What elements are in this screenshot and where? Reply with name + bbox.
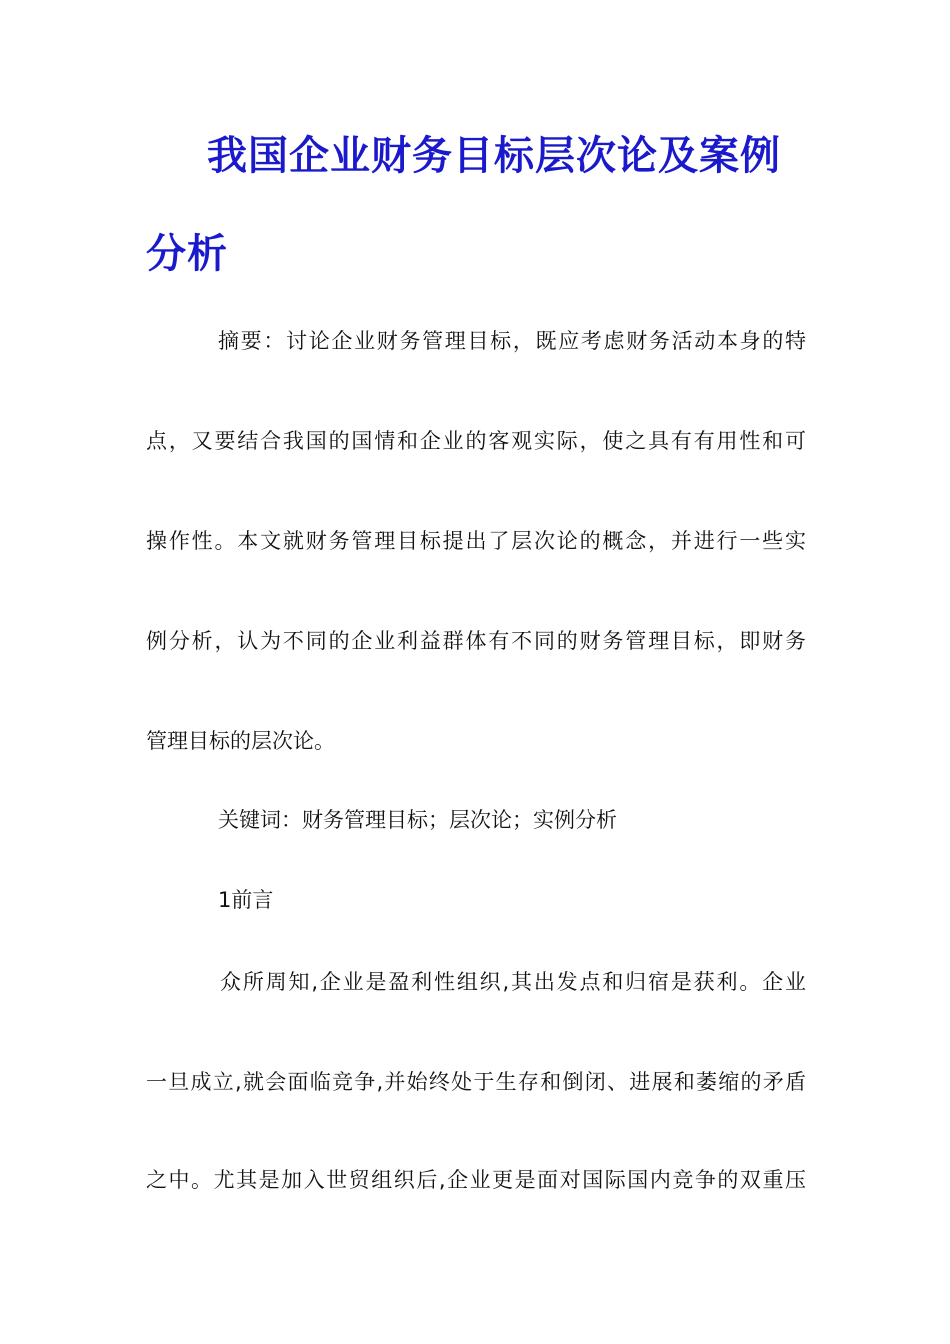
document-title-line-2: 分析 (146, 230, 228, 277)
abstract-line-4: 例分析，认为不同的企业利益群体有不同的财务管理目标，即财务 (146, 629, 806, 653)
section-heading: 1前言 (218, 888, 274, 912)
body-line-3: 之中。尤其是加入世贸组织后,企业更是面对国际国内竞争的双重压 (146, 1168, 806, 1192)
body-line-1: 众所周知,企业是盈利性组织,其出发点和归宿是获利。企业 (220, 970, 806, 994)
abstract-line-2: 点，又要结合我国的国情和企业的客观实际，使之具有有用性和可 (146, 429, 806, 453)
body-line-2: 一旦成立,就会面临竞争,并始终处于生存和倒闭、进展和萎缩的矛盾 (146, 1070, 806, 1094)
keywords-line: 关键词：财务管理目标；层次论；实例分析 (218, 808, 617, 832)
abstract-line-5: 管理目标的层次论。 (146, 729, 335, 753)
abstract-line-3: 操作性。本文就财务管理目标提出了层次论的概念，并进行一些实 (146, 529, 806, 553)
abstract-line-1: 摘要：讨论企业财务管理目标，既应考虑财务活动本身的特 (218, 329, 806, 353)
document-title-line-1: 我国企业财务目标层次论及案例 (207, 132, 781, 179)
